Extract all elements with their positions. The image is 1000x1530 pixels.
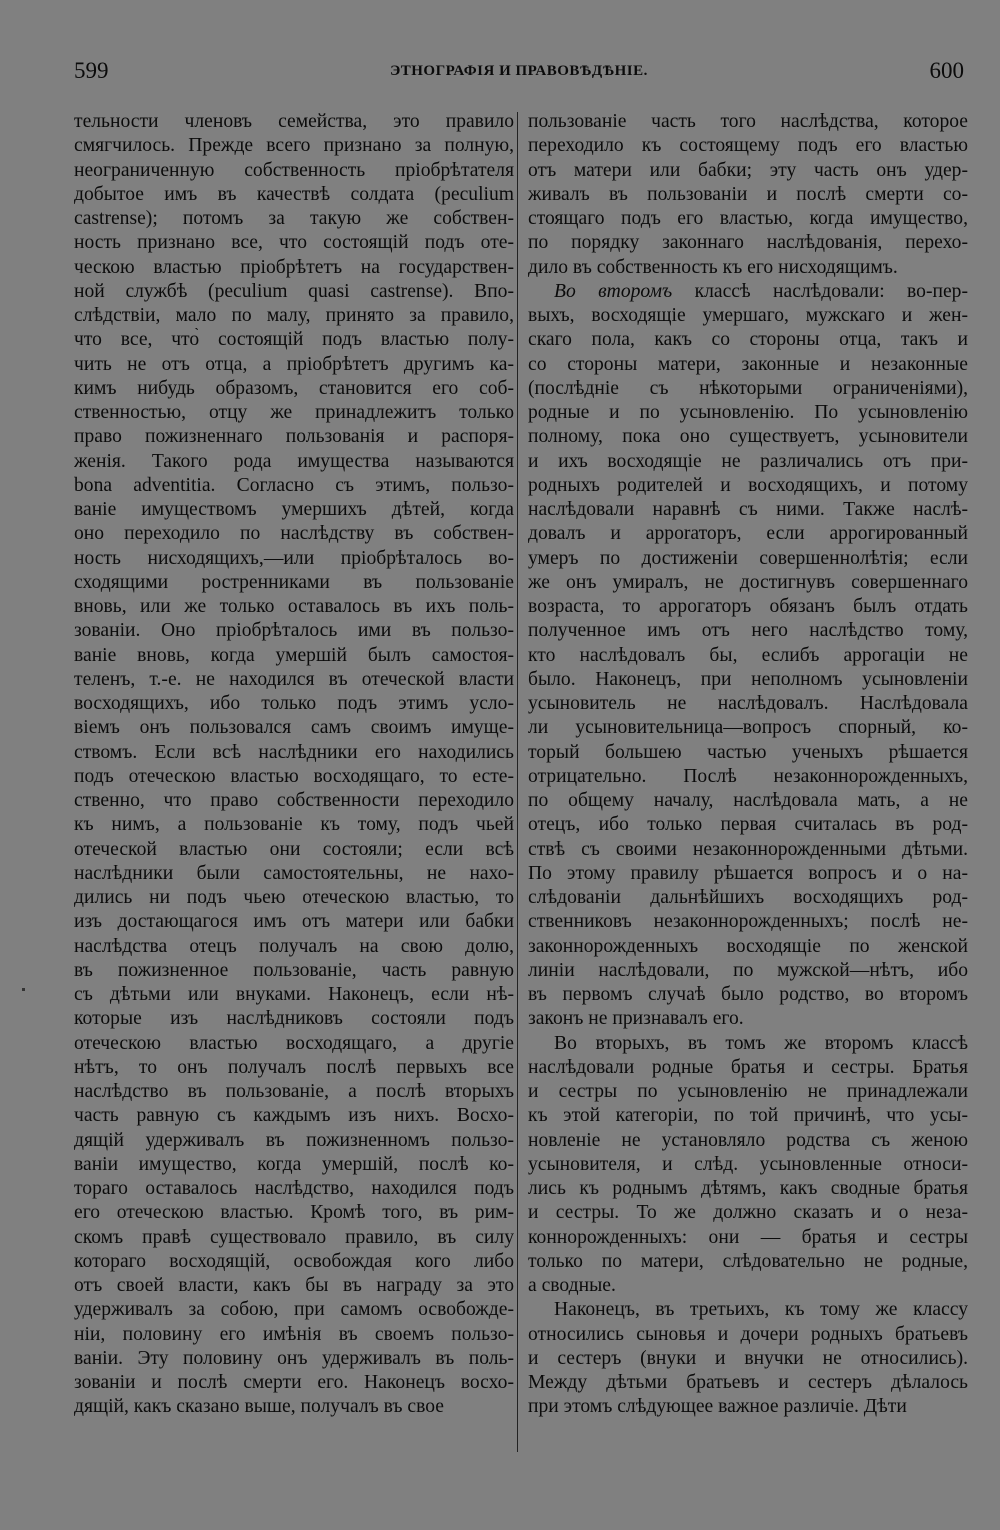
text-line: и ихъ восходящіе не различались отъ при- [528,450,968,472]
text-line: полученное имъ отъ него наслѣдство тому, [528,620,968,642]
text-line: и сестры по усыновленію не принадлежали [528,1081,968,1102]
text-line: скаго пола, какъ со стороны отца, такъ и [528,329,968,351]
text-line: по порядку законнаго наслѣдованія, перехо- [528,232,968,254]
text-line: добытое имъ въ качествѣ солдата (peculium [74,183,514,205]
text-line: смягчилось. Прежде всего признано за полную, [74,135,514,157]
text-line: наслѣдовали наравнѣ съ ними. Также наслѣ- [528,499,968,520]
text-line: восходящихъ, ибо только подъ этимъ усло- [74,693,514,714]
text-line: ствѣ съ своими незаконнорожденными дѣтьми. [528,838,968,860]
text-line: слѣдованіи дальнѣйшихъ восходящихъ род- [528,887,968,908]
text-line: его отеческою властью. Кромѣ того, въ рим- [74,1202,514,1224]
text-line: чить не отъ отца, а пріобрѣтетъ другимъ ка- [74,353,514,375]
text-line: линіи наслѣдовали, по мужской—нѣтъ, ибо [528,959,968,981]
text-line: котораго восходящій, освобождая кого либо [74,1250,514,1272]
text-line: віемъ онъ пользовался самъ своимъ имуще- [74,717,514,739]
text-line: ственностью, отцу же принадлежитъ только [74,402,514,423]
text-line: подъ отеческою властью восходящаго, то есте- [74,765,514,787]
text-line: зованіи. Оно пріобрѣталось ими въ пользо- [74,620,514,642]
text-line: ствомъ. Если всѣ наслѣдники его находились [74,741,514,763]
text-line: зованіи и послѣ смерти его. Наконецъ восхо- [74,1372,514,1393]
text-line: вновь, или же только оставалось въ ихъ поль- [74,596,514,617]
text-line: и сестры. То же должно сказать и о неза- [528,1202,968,1224]
text-line: ваніе вновь, когда умершій былъ самостоя- [74,644,514,666]
text-line: (послѣдніе съ нѣкоторыми ограниченіями), [528,377,968,399]
text-line: отеческой властью они состояли; если всѣ [74,838,514,860]
text-line: было. Наконецъ, при неполномъ усыновленіи [528,668,968,690]
text-line: Наконецъ, въ третьихъ, къ тому же классу [554,1299,968,1321]
text-line: же онъ умиралъ, не достигнувъ совершеннаго [528,571,968,593]
text-line: изъ достающагося имъ отъ матери или бабки [74,911,514,933]
margin-mark [22,988,25,991]
text-line: усыновитель не наслѣдовалъ. Наслѣдовала [528,693,968,714]
text-line: законъ не признавалъ его. [528,1008,744,1030]
text-line: усыновителя, и слѣд. усыновленные относи- [528,1153,968,1175]
text-line: которые изъ наслѣдниковъ состояли подъ [74,1008,514,1030]
text-line: дящій, какъ сказано выше, получалъ въ свое [74,1396,444,1418]
text-line: Во вторыхъ, въ томъ же второмъ классѣ [554,1032,968,1054]
text-line: живалъ въ пользованіи и послѣ смерти со- [528,183,968,205]
text-line: полному, пока оно существуетъ, усыновители [528,426,968,448]
text-line: ственниковъ незаконнорожденныхъ; послѣ не- [528,911,968,933]
text-line: право пожизненнаго пользованія и распоря- [74,426,514,448]
text-line: со стороны матери, законные и незаконные [528,353,968,375]
text-line: тельности членовъ семейства, это правило [74,111,514,132]
text-line: нѣтъ, то онъ получалъ послѣ первыхъ все [74,1056,514,1078]
text-line: ли усыновительница—вопросъ спорный, ко- [528,717,968,739]
text-line: родныхъ родителей и восходящихъ, и потому [528,474,968,496]
text-line: въ пожизненное пользованіе, часть равную [74,959,514,981]
text-line: ность нисходящихъ,—или пріобрѣталось во- [74,547,514,569]
text-line: ческою властью пріобрѣтетъ на государствен- [74,256,514,278]
page-header [74,58,964,88]
text-line: bona adventitia. Согласно съ этимъ, пользо- [74,474,514,496]
text-line: Между дѣтьми братьевъ и сестеръ дѣлалось [528,1372,968,1393]
text-line: къ этой категоріи, по той причинѣ, что усы- [528,1105,968,1127]
text-line: и сестеръ (внуки и внучки не относились). [528,1347,968,1369]
text-line: въ первомъ случаѣ было родство, во второмъ [528,984,968,1005]
text-line: отрицательно. Послѣ незаконнорожденныхъ, [528,765,968,787]
text-line: къ нимъ, а пользованіе къ тому, подъ чьей [74,814,514,836]
text-line: castrense); потомъ за такую же собствен- [74,208,514,229]
text-line: ность признано все, что состоящій подъ оте- [74,232,514,254]
text-line: отъ своей власти, какъ бы въ награду за это [74,1275,514,1296]
text-line: что все, что̀ состоящій подъ властью полу- [74,329,514,351]
text-line: отеческою властью восходящаго, а другіе [74,1032,514,1054]
text-line: теленъ, т.-е. не находился въ отеческой власти [74,668,514,690]
text-line: дящій удерживалъ въ пожизненномъ пользо- [74,1129,514,1151]
text-line: наслѣдовали родные братья и сестры. Братья [528,1056,968,1078]
text-line: Во второмъ классѣ наслѣдовали: во-пер- [554,280,968,302]
text-line: законнорожденныхъ восходящіе по женской [528,935,968,957]
text-line: женія. Такого рода имущества называются [74,450,514,472]
right-column [528,110,968,1420]
text-line: ваніи имущество, когда умершій, послѣ ко- [74,1153,514,1175]
text-line: удерживалъ за собою, при самомъ освобожде- [74,1299,514,1321]
text-line: лись къ роднымъ дѣтямъ, какъ сводные братья [528,1178,968,1199]
text-line: наслѣдники были самостоятельны, не нахо- [74,862,514,884]
page-number-right: 600 [929,58,964,83]
text-line: ной службѣ (peculium quasi castrense). Впо- [74,280,514,302]
text-line: скомъ правѣ существовало правило, въ силу [74,1226,514,1248]
text-line: По этому правилу рѣшается вопросъ и о на- [528,862,968,884]
text-line: ваніи. Эту половину онъ удерживалъ въ поль- [74,1347,514,1369]
text-line: относились сыновья и дочери родныхъ братьевъ [528,1323,968,1345]
text-line: дило въ собственность къ его нисходящимъ. [528,256,898,278]
text-line: родные и по усыновленію. По усыновленію [528,402,968,423]
text-line: наслѣдства отецъ получалъ на свою долю, [74,935,514,957]
text-line: кимъ нибудь образомъ, становится его соб- [74,377,514,399]
running-title: ЭТНОГРАФІЯ И ПРАВОВѢДѢНІЕ. [390,63,648,79]
text-line: ственно, что право собственности переходило [74,790,514,811]
text-line: оно переходило по наслѣдству въ собствен- [74,523,514,545]
text-line: неограниченную собственность пріобрѣтателя [74,159,514,181]
page-number-left: 599 [74,58,109,83]
text-line: а сводные. [528,1275,616,1296]
text-line: кто наслѣдовалъ бы, еслибъ аррогаціи не [528,644,968,666]
text-line: съ дѣтьми или внуками. Наконецъ, если нѣ- [74,984,514,1005]
left-column [74,110,514,1420]
text-line: тораго оставалось наслѣдство, находился подъ [74,1178,514,1199]
text-line: умеръ по достиженіи совершеннолѣтія; если [528,547,968,569]
text-line: по общему началу, наслѣдовала мать, а не [528,790,968,811]
text-line: дились ни подъ чьею отеческою властью, то [74,887,514,908]
text-line: при этомъ слѣдующее важное различіе. Дѣти [528,1396,907,1418]
column-divider [517,112,518,1452]
text-line: наслѣдство въ пользованіе, а послѣ вторыхъ [74,1081,514,1102]
text-line: довалъ и арроrаторъ, если аррогированный [528,523,968,545]
text-line: пользованіе часть того наслѣдства, которое [528,111,968,132]
text-line: ваніе имуществомъ умершихъ дѣтей, когда [74,499,514,520]
text-line: сходящими ростренниками въ пользованіе [74,571,514,593]
text-line: переходило къ состоящему подъ его властью [528,135,968,157]
text-line: выхъ, восходящіе умершаго, мужскаго и жен- [528,305,968,326]
text-line: возраста, то аррогаторъ обязанъ былъ отдать [528,596,968,617]
text-line: торый большею частью ученыхъ рѣшается [528,741,968,763]
text-line: часть равную съ каждымъ изъ нихъ. Восхо- [74,1105,514,1127]
text-line: отецъ, ибо только первая считалась въ род- [528,814,968,836]
text-line: новленіе не установляло родства съ женою [528,1129,968,1151]
text-line: отъ матери или бабки; эту часть онъ удер- [528,159,968,181]
text-line: коннорожденныхъ: они — братья и сестры [528,1226,968,1248]
text-line: стоящаго подъ его властью, когда имущество, [528,208,968,229]
text-line: ніи, половину его имѣнія въ своемъ пользо- [74,1323,514,1345]
text-line: слѣдствіи, мало по малу, принято за правило, [74,305,514,326]
text-line: только по матери, слѣдовательно не родные, [528,1250,968,1272]
